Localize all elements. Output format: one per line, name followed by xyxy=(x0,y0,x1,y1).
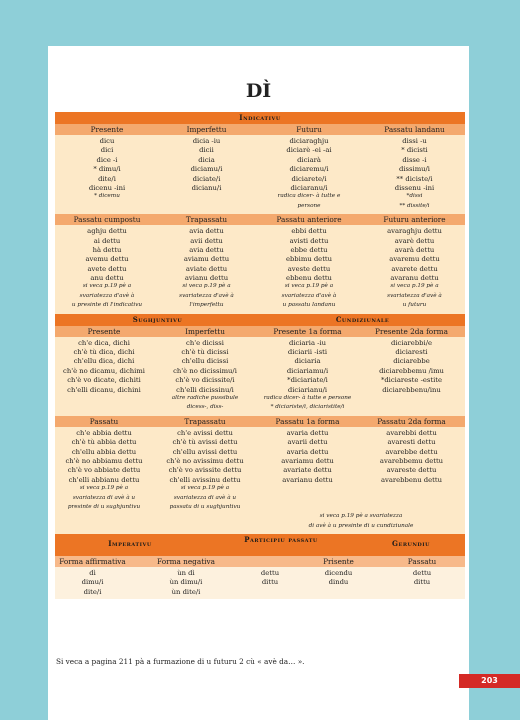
conjugation-form: ebbi dettu xyxy=(291,227,327,236)
conjugation-form: ch'ellu dicissi xyxy=(181,357,229,366)
col-header xyxy=(242,556,298,567)
col-header: Presente xyxy=(90,125,124,134)
col-header: Futuru xyxy=(296,125,322,134)
conjugation-form: dicii xyxy=(199,146,214,155)
conjugation-form: dissimu/i xyxy=(399,165,430,174)
conjugation-form: ch'è tù avissi dettu xyxy=(172,438,238,447)
conjugation-form: avia dettu xyxy=(189,245,224,254)
conjugation-form: ebbe dettu xyxy=(290,245,328,254)
col-header: Passatu 2da forma xyxy=(377,416,446,426)
passatu-cumpostu-column xyxy=(55,227,159,312)
page-title: DÌ xyxy=(245,80,272,102)
conjugation-form: aviate dettu xyxy=(185,264,228,273)
conjugation-form: avianu dettu xyxy=(184,274,229,283)
conjugation-form: ch'è vo dicissite/i xyxy=(175,376,235,385)
sughjuntivu-simple-body xyxy=(55,337,465,416)
note-line: svariatezza di avè à u xyxy=(72,494,136,501)
conjugation-form: dittu xyxy=(413,578,431,587)
conjugation-form: ch'è vo abbiate dettu xyxy=(67,466,141,475)
conjugation-form: diciamu/i xyxy=(190,165,223,174)
negativa-column xyxy=(130,569,242,597)
note-line: * dicemu xyxy=(94,193,120,200)
note-line: svariatezza d'avè à xyxy=(79,292,135,299)
cond-presente-2-column xyxy=(358,339,465,414)
conjugation-form: dicia -iu xyxy=(192,137,221,145)
conjugation-form: dissenu -ini xyxy=(394,183,435,192)
note-line: si veca p.19 pè a xyxy=(284,283,334,290)
band-label-cundiziunale: Cundiziunale xyxy=(335,314,390,324)
note-line: di avè à u presinte di u cundiziunale xyxy=(308,522,414,529)
conjugation-form: disse -i xyxy=(402,155,427,164)
conjugation-form: diciaremu/i xyxy=(289,165,329,174)
note-line: u passatu landanu xyxy=(282,302,336,309)
conjugation-form: dettu xyxy=(412,569,432,578)
conjugation-form: ai dettu xyxy=(93,236,121,245)
sugh-imperfettu-column xyxy=(153,339,257,414)
conjugation-form: dindu xyxy=(328,578,349,587)
conjugation-form: diciaria xyxy=(294,357,321,366)
conjugation-form: diciaresti xyxy=(395,348,428,357)
conjugation-form: avarebbe dettu xyxy=(385,447,438,456)
imperativu-header-row xyxy=(55,556,465,567)
conjugation-form: ùn dì xyxy=(177,569,195,578)
participiu-column xyxy=(242,569,298,597)
conjugation-form: dite/i xyxy=(98,174,116,183)
conjugation-form: ch'elli abbianu dettu xyxy=(68,475,140,484)
gerundiu-passatu-column xyxy=(379,569,465,597)
conjugation-form: ch'e dicissi xyxy=(186,338,224,347)
note-line: persone xyxy=(297,202,321,209)
passatu-landanu-column xyxy=(364,137,465,212)
col-header: Prisente xyxy=(323,557,354,567)
conjugation-form: ch'è vo dicate, dichiti xyxy=(67,376,141,385)
section-band-imperativu xyxy=(55,534,465,556)
note-line: si veca p.19 pè a xyxy=(79,485,129,492)
gerundiu-prisente-column xyxy=(298,569,379,597)
note-line: * diciariste/i, diciaristite/i xyxy=(270,404,345,411)
conjugation-form: avaranu dettu xyxy=(390,274,439,283)
book-page xyxy=(48,46,469,720)
col-header: Presente xyxy=(87,326,121,336)
conjugation-form: dite/i xyxy=(83,587,102,596)
conjugation-form: * dicisti xyxy=(401,146,428,155)
note-line: svariatezza di avè à u xyxy=(173,494,237,501)
conjugation-form: dissi -u xyxy=(402,137,427,145)
conjugation-form: ùn dite/i xyxy=(171,587,201,596)
note-line: u presinte di l'indicativu xyxy=(71,302,143,309)
conjugation-form: avareste dettu xyxy=(386,466,437,475)
note-line: presinte di u sughjuntivu xyxy=(67,503,141,510)
note-line: svariatezza d'avè à xyxy=(281,292,337,299)
conjugation-form: avia dettu xyxy=(189,227,224,236)
page-number: 203 xyxy=(459,674,520,688)
conjugation-form: dicu xyxy=(99,137,115,145)
conjugation-form: ch'è tù dicissi xyxy=(181,348,229,357)
conjugation-form: dici xyxy=(100,146,114,155)
conjugation-form: avarebbenu dettu xyxy=(380,475,443,484)
cond-passatu-2-column xyxy=(358,429,465,514)
conjugation-form: diciarete/i xyxy=(291,174,327,183)
conjugation-form: dittu xyxy=(261,578,279,587)
note-line: radica dicer- à tutte e persone xyxy=(263,394,352,401)
conjugation-form: diciarebbemu /imu xyxy=(379,366,444,375)
conjugation-form: ebbimu dettu xyxy=(285,255,333,264)
conjugation-form: avarebbi dettu xyxy=(386,428,437,437)
imperativu-body xyxy=(55,567,465,599)
band-label-imperativu: Imperativu xyxy=(108,539,152,549)
col-header: Passatu cumpostu xyxy=(73,215,141,225)
col-header: Imperfettu xyxy=(185,326,225,336)
conjugation-form: ch'elli dicanu, dichini xyxy=(67,385,141,394)
conjugation-form: aveste dettu xyxy=(287,264,331,273)
conjugation-form: ch'è no dicamu, dichimi xyxy=(63,366,145,375)
conjugation-form: diciarebbe xyxy=(393,357,430,366)
conjugation-form: ch'elli avissinu dettu xyxy=(169,475,241,484)
conjugation-form: diciarà xyxy=(297,155,321,164)
conjugation-form: ch'elli dicissinu/i xyxy=(176,385,234,394)
footer-note: Si veca a pagina 211 pà a furmazione di u futuru 2 cù « avè da… ». xyxy=(56,657,305,666)
conjugation-form: * dimu/i xyxy=(93,165,121,174)
conjugation-form: ch'e abbia dettu xyxy=(76,428,132,437)
conjugation-form: avisti dettu xyxy=(289,236,329,245)
note-line: passatu di u sughjuntivu xyxy=(169,503,241,510)
conjugation-form: dicia xyxy=(198,155,215,164)
conjugation-form: avete dettu xyxy=(87,264,127,273)
futuru-anteriore-column xyxy=(364,227,465,312)
affirmativa-column xyxy=(55,569,130,597)
note-line: si veca p.19 pè a xyxy=(82,283,132,290)
conjugation-form: avaraghju dettu xyxy=(387,227,442,236)
conjugation-form: ch'è no dicissimu/i xyxy=(173,366,237,375)
note-line: ** dissite/i xyxy=(399,202,430,209)
col-header: Passatu anteriore xyxy=(276,215,342,225)
note-line: radica dicer- à tutte e xyxy=(277,193,341,200)
note-line: altre radiche pussibule xyxy=(171,394,239,401)
conjugation-form: ch'ellu avissi dettu xyxy=(172,447,238,456)
col-header: Futuru anteriore xyxy=(383,215,446,225)
conjugation-form: ebbenu dettu xyxy=(286,274,332,283)
conjugation-form: dice -i xyxy=(96,155,118,164)
cond-passatu-1-column xyxy=(257,429,358,514)
col-header: Passatu xyxy=(407,557,437,567)
passatu-anteriore-column xyxy=(254,227,364,312)
conjugation-form: diciarii -isti xyxy=(287,348,328,357)
conjugation-form: ch'ellu abbia dettu xyxy=(71,447,137,456)
col-header: Passatu xyxy=(89,416,119,426)
conjugation-form: dì xyxy=(89,569,96,578)
sughjuntivu-header-row xyxy=(55,326,465,337)
conjugation-form: avaria dettu xyxy=(286,428,329,437)
conjugation-form: avarianu dettu xyxy=(282,475,333,484)
col-header: Forma negativa xyxy=(157,557,215,567)
conjugation-form: avarii dettu xyxy=(287,438,328,447)
col-header: Passatu 1a forma xyxy=(275,416,340,426)
col-header: Forma affirmativa xyxy=(59,557,126,567)
conjugation-form: aviamu dettu xyxy=(183,255,230,264)
conjugation-form: ùn dimu/i xyxy=(169,578,203,587)
note-line: si veca p.19 pè a svariatezza xyxy=(319,513,403,520)
note-line: si veca p.19 pè a xyxy=(180,485,230,492)
conjugation-form: diciarebbenu/inu xyxy=(382,385,441,394)
conjugation-form: ch'è vo avissite dettu xyxy=(168,466,242,475)
conjugation-form: ch'è no avissimu dettu xyxy=(166,456,244,465)
conjugation-table xyxy=(55,112,465,599)
conjugation-form: ch'ellu dica, dichi xyxy=(73,357,135,366)
indicativu-header-row xyxy=(55,124,465,135)
trapassatu-column xyxy=(159,227,254,312)
section-band-sughjuntivu xyxy=(55,314,465,326)
conjugation-form: avariamu dettu xyxy=(281,456,334,465)
conjugation-form: diciaria -iu xyxy=(288,338,327,347)
conjugation-form: diciariamu/i xyxy=(286,366,329,375)
col-header: Imperfettu xyxy=(186,125,227,134)
indicativu-simple-body xyxy=(55,135,465,214)
conjugation-form: avaria dettu xyxy=(286,447,329,456)
conjugation-form: *diciariate/i xyxy=(287,376,328,385)
note-line: si veca p.19 pè a xyxy=(390,283,439,290)
note-line: l'imperfettu xyxy=(189,302,224,309)
sugh-presente-column xyxy=(55,339,153,414)
sugh-trapassatu-column xyxy=(153,429,257,514)
band-label-sughjuntivu: Sughjuntivu xyxy=(132,314,183,324)
sughjuntivu-compound-header-row xyxy=(55,416,465,427)
section-band-indicativu: Indicativu xyxy=(55,112,465,124)
sughjuntivu-compound-body xyxy=(55,427,465,534)
indicativu-compound-body xyxy=(55,225,465,314)
conjugation-form: dicendu xyxy=(324,569,353,578)
band-label-participiu: Participiu passatu xyxy=(244,535,318,545)
conjugation-form: diciarianu/i xyxy=(287,385,328,394)
conjugation-form: avariate dettu xyxy=(283,466,332,475)
futuru-column xyxy=(254,137,364,212)
cond-presente-1-column xyxy=(257,339,358,414)
conjugation-form: avaremu dettu xyxy=(389,255,440,264)
conjugation-form: avarà dettu xyxy=(394,245,435,254)
note-line: svariatezza d'avè à xyxy=(387,292,442,299)
conjugation-form: ch'è tù abbia dettu xyxy=(71,438,137,447)
note-line: si veca p.19 pè a xyxy=(182,283,231,290)
conjugation-form: hà dettu xyxy=(92,245,122,254)
conjugation-form: ch'e dica, dichi xyxy=(78,338,130,347)
note-line: dicess-, diss- xyxy=(186,404,224,411)
col-header: Presente 2da forma xyxy=(375,326,448,336)
conjugation-form: ** diciste/i xyxy=(396,174,433,183)
conjugation-form: anu dettu xyxy=(90,274,124,283)
col-header: Trapassatu xyxy=(185,215,228,225)
conjugation-form: avaresti dettu xyxy=(387,438,436,447)
note-line: u futuru xyxy=(402,302,427,309)
conjugation-form: avii dettu xyxy=(190,236,223,245)
sugh-passatu-column xyxy=(55,429,153,514)
conjugation-form: ch'è no abbiamu dettu xyxy=(65,456,143,465)
conjugation-form: dimu/i xyxy=(81,578,104,587)
col-header: Passatu landanu xyxy=(384,125,445,134)
conjugation-form: diciaraghju xyxy=(289,137,329,145)
conjugation-form: avemu dettu xyxy=(85,255,129,264)
conjugation-form: dettu xyxy=(260,569,280,578)
col-header: Trapassatu xyxy=(184,416,226,426)
conjugation-form: diciarebbi/e xyxy=(390,338,433,347)
conjugation-form: aghju dettu xyxy=(87,227,127,236)
conjugation-form: diciaranu/i xyxy=(290,183,328,192)
presente-column xyxy=(55,137,159,212)
indicativu-compound-header-row xyxy=(55,214,465,225)
conjugation-form: dicenu -ini xyxy=(88,183,126,192)
conjugation-form: avarete dettu xyxy=(391,264,438,273)
conjugation-form: diciate/i xyxy=(192,174,221,183)
conjugation-form: dicianu/i xyxy=(191,183,222,192)
conjugation-form: diciarè -ei -ai xyxy=(286,146,332,155)
conjugation-form: avarè dettu xyxy=(394,236,435,245)
band-label-gerundiu: Gerundiu xyxy=(392,539,430,549)
cond-passatu-note xyxy=(257,513,465,532)
imperfettu-column xyxy=(159,137,254,212)
conjugation-form: ch'è tù dica, dichi xyxy=(73,348,135,357)
conjugation-form: ch'e avissi dettu xyxy=(177,428,233,437)
note-line: svariatezza d'avè à xyxy=(179,292,234,299)
conjugation-form: avarebbemu dettu xyxy=(379,456,444,465)
conjugation-form: *diciareste -estite xyxy=(380,376,443,385)
col-header: Presente 1a forma xyxy=(273,326,342,336)
note-line: *dissi xyxy=(406,193,423,200)
